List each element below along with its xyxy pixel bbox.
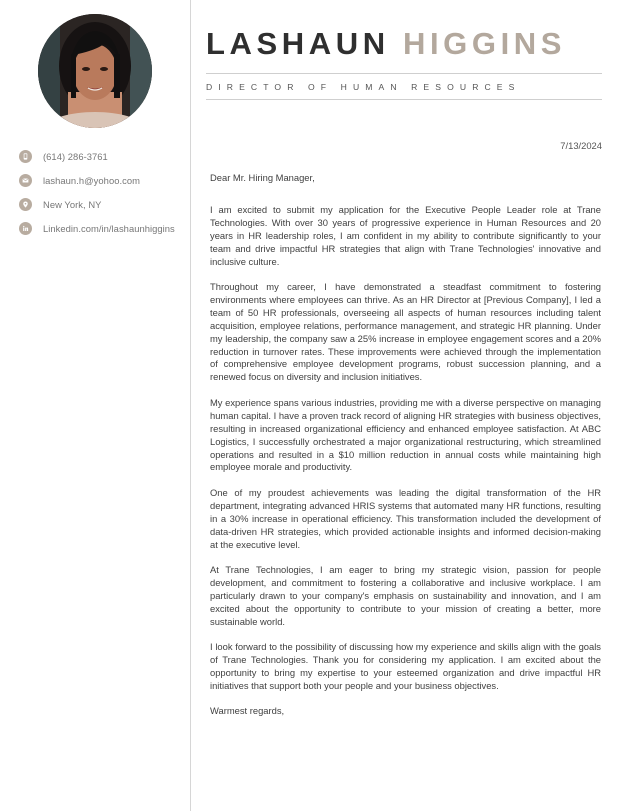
contact-linkedin (19, 216, 191, 240)
name-header (206, 26, 602, 62)
email-link[interactable]: lashaun.h@yohoo.com (43, 174, 140, 186)
letter-paragraph: One of my proudest achievements was leading the digital transformation of the HR department, integrating advanced HRIS systems that automated many HR functions, resulting in a 30% increase in operational efficiency. This transformation included the development of data-driven HR strategies, which provided actionable insights and informed decision-making at the executive level. (210, 486, 601, 550)
contact-list (19, 144, 191, 240)
sidebar-divider (190, 0, 191, 811)
letter-body (210, 172, 601, 731)
letter-paragraph: I am excited to submit my application for the Executive People Leader role at Trane Technologies. With over 30 years of progressive experience in Human Resources and 20 years in HR leadership roles, I am confident in my ability to contribute significantly to your team and drive impactful HR strategies that align with Trane Technologies' innovative and inclusive culture. (210, 203, 601, 267)
phone-text: (614) 286-3761 (43, 150, 108, 162)
job-title: DIRECTOR OF HUMAN RESOURCES (206, 82, 521, 92)
letter-paragraph: My experience spans various industries, providing me with a diverse perspective on managing human capital. I have a proven track record of aligning HR strategies with business objectives, resulting in increased organizational efficiency and enhanced employee satisfaction. At ABC Logistics, I successfully orchestrated a major organizational restructuring, which streamlined operations and resulted in a $10 million reduction in annual costs while maintaining high employee morale and productivity. (210, 396, 601, 473)
profile-photo (38, 14, 152, 128)
sidebar (0, 0, 191, 811)
title-divider-bottom (206, 99, 602, 100)
email-icon (19, 174, 32, 187)
letter-date: 7/13/2024 (560, 140, 602, 151)
linkedin-icon (19, 222, 32, 235)
contact-email (19, 168, 191, 192)
title-divider-top (206, 73, 602, 74)
location-text: New York, NY (43, 198, 102, 210)
linkedin-link[interactable]: Linkedin.com/in/lashaunhiggins (43, 222, 175, 234)
portrait-illustration (38, 14, 152, 128)
contact-phone (19, 144, 191, 168)
closing: Warmest regards, (210, 705, 285, 717)
contact-location (19, 192, 191, 216)
location-pin-icon (19, 198, 32, 211)
letter-paragraph: Throughout my career, I have demonstrated a steadfast commitment to fostering environments where employees can thrive. As an HR Director at [Previous Company], I led a team of 50 HR professionals, overseeing all aspects of human resources including talent acquisition, employee relations, performance management, and strategic HR planning. Under my leadership, the company saw a 25% increase in employee engagement scores and a 20% reduction in turnover rates. These improvements were achieved through the implementation of comprehensive employee development programs, robust succession planning, and a renewed focus on diversity and inclusion initiatives. (210, 281, 601, 383)
first-name: LASHAUN (206, 26, 390, 61)
last-name: HIGGINS (402, 26, 567, 61)
salutation: Dear Mr. Hiring Manager, (210, 172, 315, 183)
letter-paragraph: At Trane Technologies, I am eager to bring my strategic vision, passion for people development, and commitment to fostering a collaborative and inclusive workplace. I am particularly drawn to your company's emphasis on sustainability and innovation, and I am excited about the opportunity to contribute to your mission of creating a better, more sustainable world. (210, 564, 601, 627)
letter-paragraph: I look forward to the possibility of discussing how my experience and skills align with the goals of Trane Technologies. Thank you for considering my application. I am excited about the opportunity to bring my expertise to your esteemed organization and drive impactful HR initiatives that support both your people and your business objectives. (210, 641, 601, 691)
full-name (206, 26, 602, 62)
phone-icon (19, 150, 32, 163)
